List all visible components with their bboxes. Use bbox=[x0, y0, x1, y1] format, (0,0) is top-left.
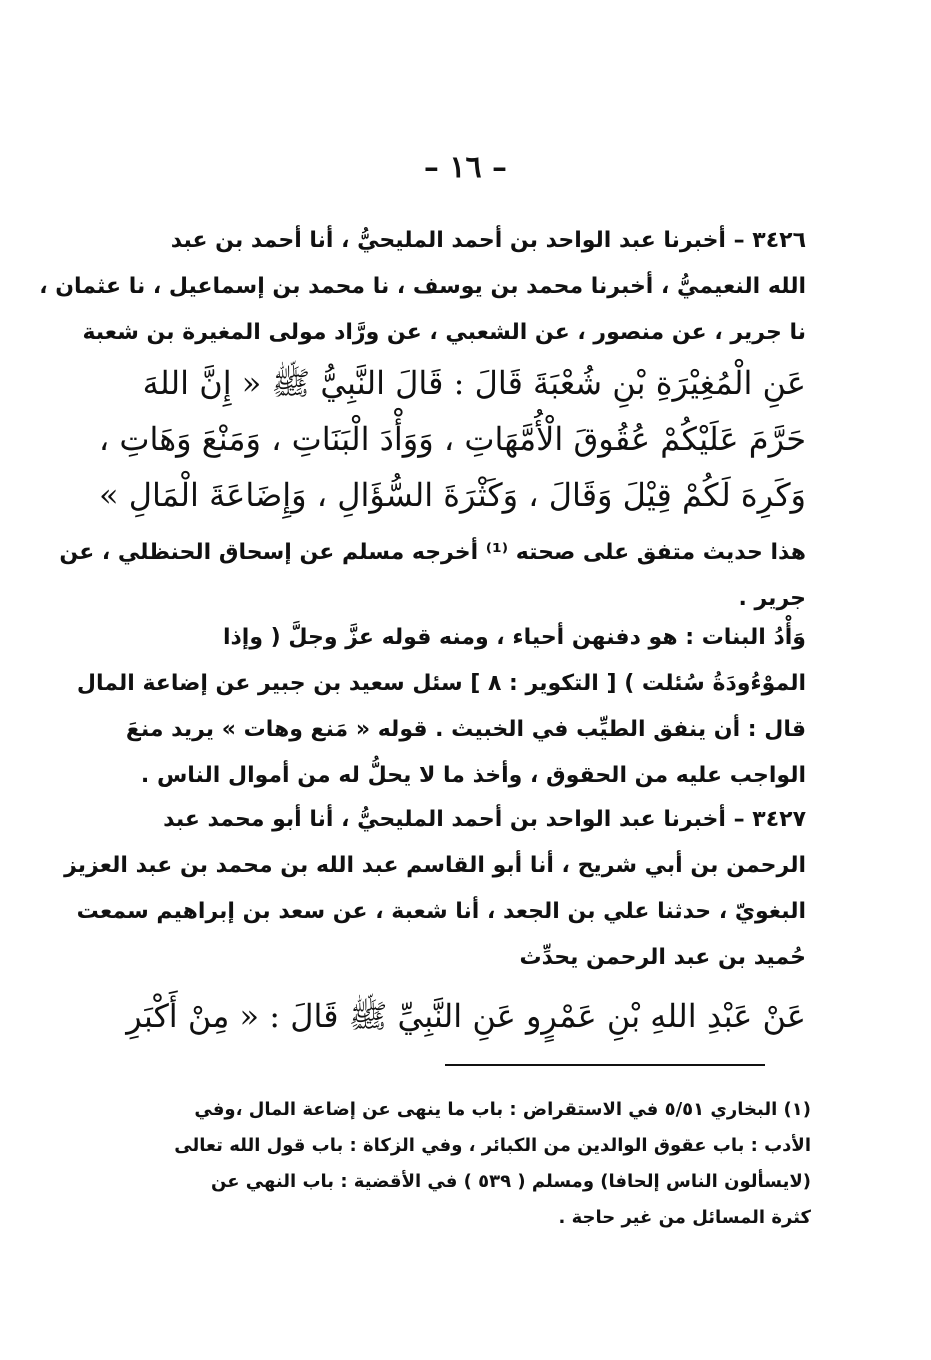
notes-line: الموْءُودَةُ سُئلت ) [ التكوير : ٨ ] سئل سعيد بن جبير عن إضاعة المال bbox=[76, 671, 806, 696]
isnad-line: الرحمن بن أبي شريح ، أنا أبو القاسم عبد الله بن محمد بن عبد العزيز bbox=[64, 853, 806, 878]
hadith-3426-commentary bbox=[59, 530, 806, 622]
hadith-3427-isnad bbox=[64, 797, 806, 981]
footnote bbox=[121, 1092, 811, 1236]
isnad-line: ٣٤٢٦ – أخبرنا عبد الواحد بن أحمد المليحيُّ ، أنا أحمد بن عبد bbox=[170, 228, 806, 253]
notes-line: وَأْدُ البنات : هو دفنهن أحياء ، ومنه قوله عزَّ وجلَّ ( وإذا bbox=[222, 625, 806, 650]
footnote-line: الأدب : باب عقوق الوالدين من الكبائر ، وفي الزكاة : باب قول الله تعالى bbox=[174, 1135, 811, 1156]
footnote-line: كثرة المسائل من غير حاجة . bbox=[558, 1207, 811, 1228]
footnote-line: (١) البخاري ٥/٥١ في الاستقراض : باب ما ينهى عن إضاعة المال ،وفي bbox=[194, 1099, 811, 1120]
hadith-3426-notes bbox=[76, 615, 806, 799]
page-number: – ١٦ – bbox=[423, 150, 508, 185]
matn-line: حَرَّمَ عَلَيْكُمْ عُقُوقَ الْأُمَّهَاتِ ، وَوَأْدَ الْبَنَاتِ ، وَمَنْعَ وَهَاتِ ، bbox=[98, 420, 806, 458]
isnad-line: حُميد بن عبد الرحمن يحدِّث bbox=[519, 945, 806, 970]
notes-line: قال : أن ينفق الطيِّب في الخبيث . قوله « مَنع وهات » يريد منعَ bbox=[125, 717, 806, 742]
commentary-line: هذا حديث متفق على صحته ⁽¹⁾ أخرجه مسلم عن إسحاق الحنظلي ، عن bbox=[59, 540, 806, 565]
matn-line: عَنِ الْمُغِيْرَةِ بْنِ شُعْبَةَ قَالَ : قَالَ النَّبِيُّ ﷺ « إِنَّ اللهَ bbox=[142, 364, 806, 402]
footnote-divider bbox=[445, 1064, 765, 1066]
isnad-line: نا جرير ، عن منصور ، عن الشعبي ، عن ورَّاد مولى المغيرة بن شعبة bbox=[82, 320, 806, 345]
isnad-line: الله النعيميُّ ، أخبرنا محمد بن يوسف ، نا محمد بن إسماعيل ، نا عثمان ، bbox=[39, 274, 806, 299]
hadith-3426-isnad bbox=[39, 218, 806, 356]
matn-line: عَنْ عَبْدِ اللهِ بْنِ عَمْرٍو عَنِ النَّبِيِّ ﷺ قَالَ : « مِنْ أَكْبَرِ bbox=[126, 997, 806, 1035]
footnote-line: (لايسألون الناس إلحافا) ومسلم ( ٥٣٩ ) في الأقضية : باب النهي عن bbox=[211, 1171, 811, 1192]
isnad-line: البغويّ ، حدثنا علي بن الجعد ، أنا شعبة ، عن سعد بن إبراهيم سمعت bbox=[76, 899, 806, 924]
hadith-3427-matn bbox=[121, 988, 806, 1044]
commentary-line: جرير . bbox=[738, 586, 806, 611]
matn-line: وَكَرِهَ لَكُمْ قِيْلَ وَقَالَ ، وَكَثْرَةَ السُّؤَالِ ، وَإِضَاعَةَ الْمَالِ » bbox=[99, 476, 806, 514]
isnad-line: ٣٤٢٧ – أخبرنا عبد الواحد بن أحمد المليحيُّ ، أنا أبو محمد عبد bbox=[163, 807, 806, 832]
notes-line: الواجب عليه من الحقوق ، وأخذ ما لا يحلُّ له من أموال الناس . bbox=[140, 763, 806, 788]
hadith-3426-matn bbox=[98, 355, 806, 523]
